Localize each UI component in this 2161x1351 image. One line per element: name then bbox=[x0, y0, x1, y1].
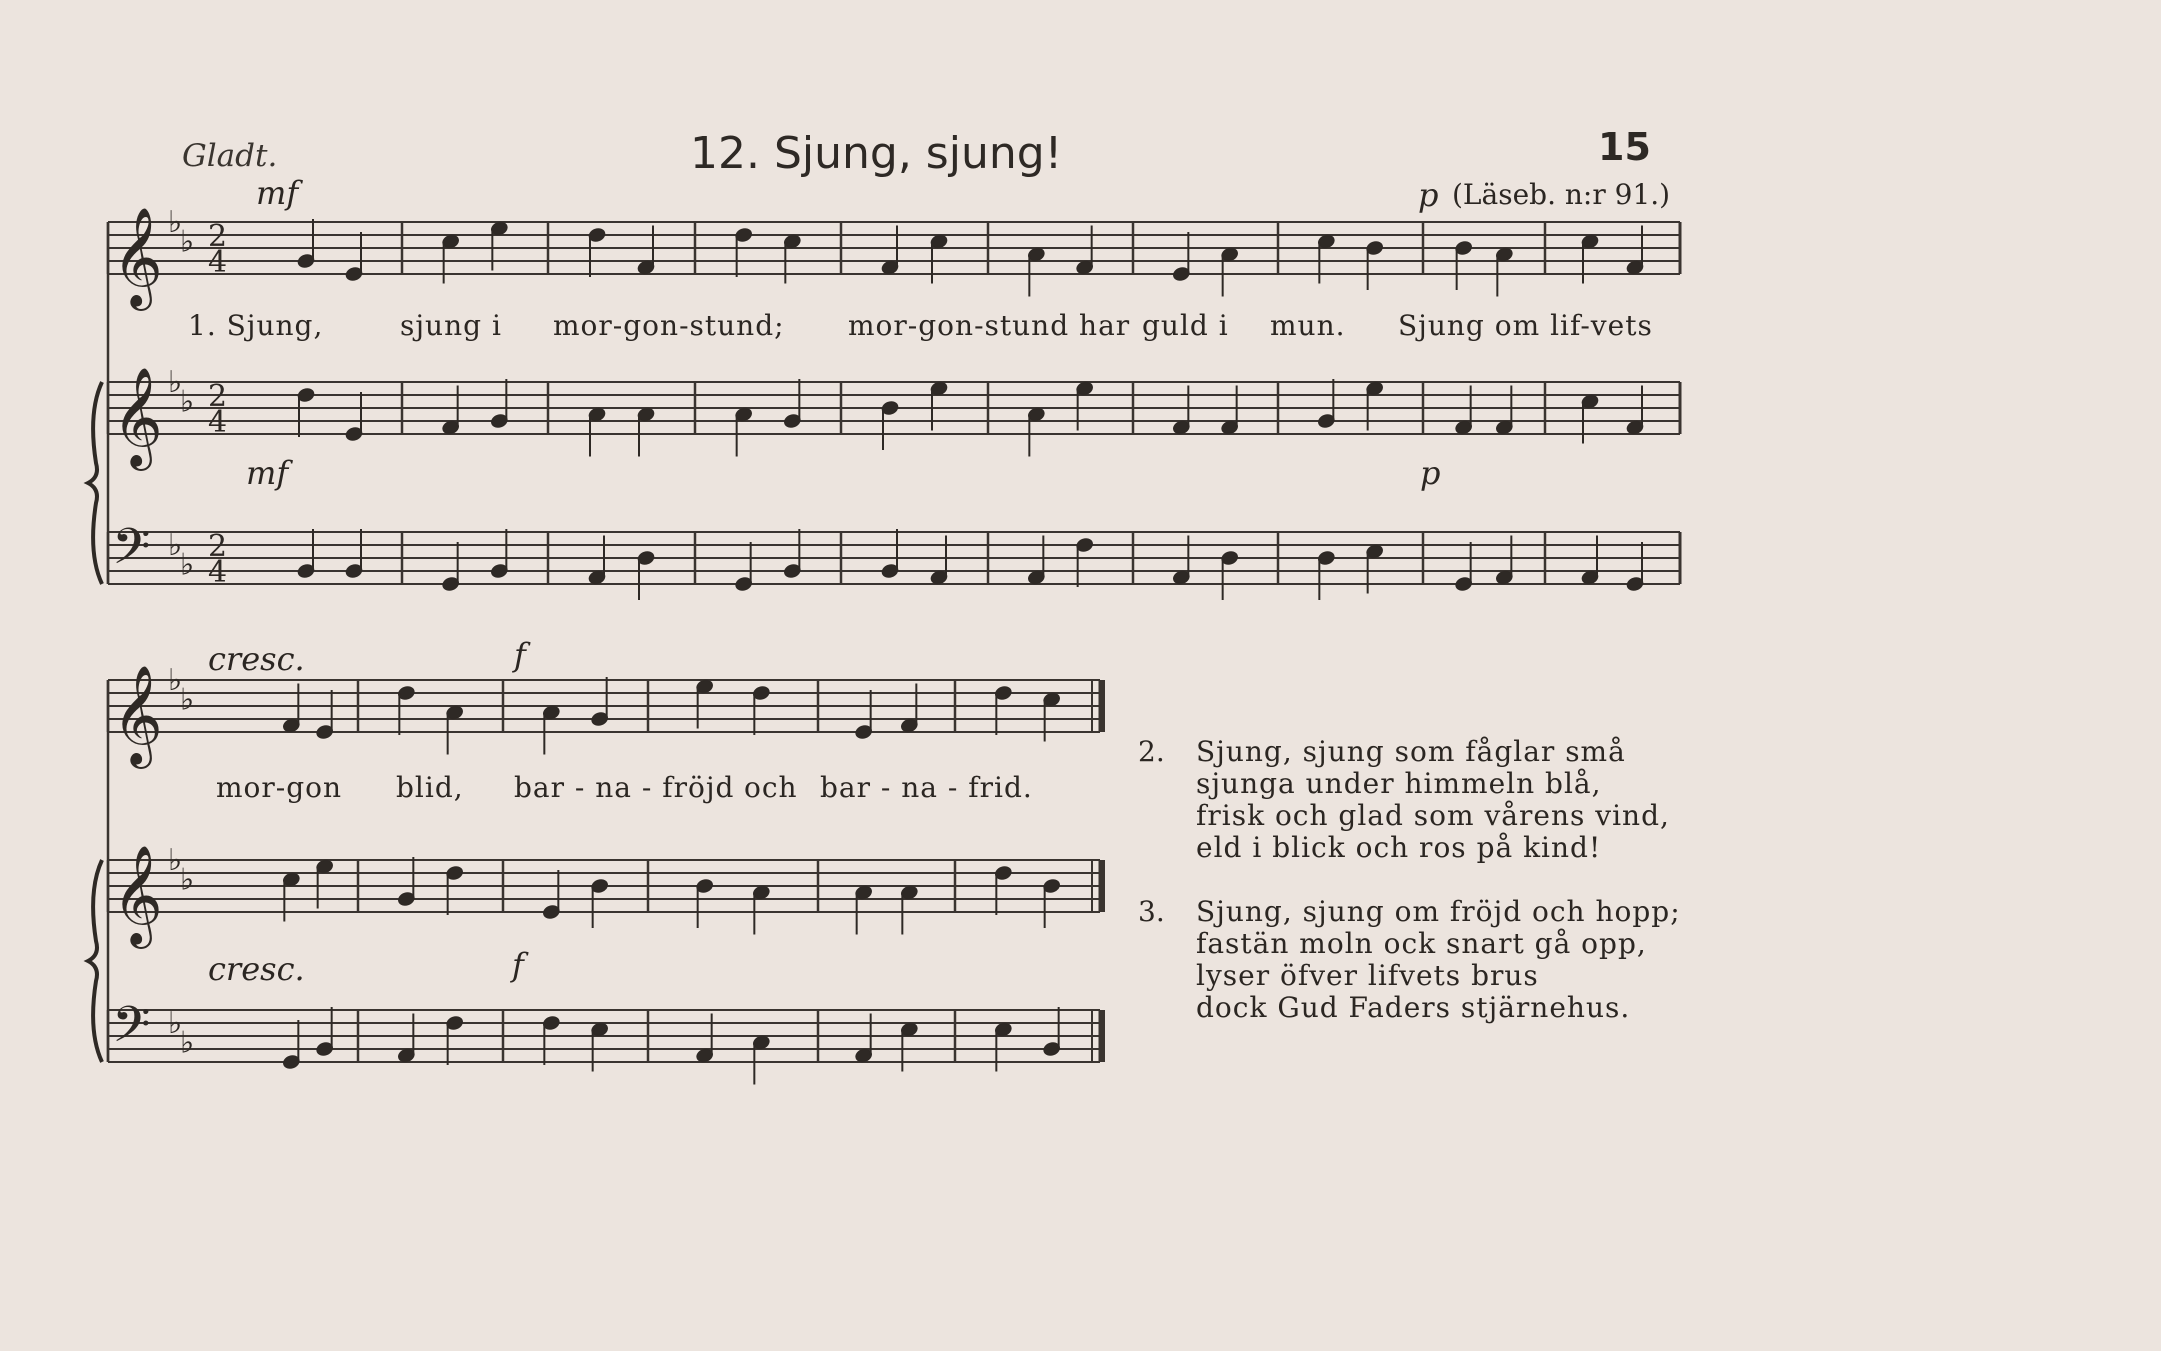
treble-clef: 𝄞 bbox=[112, 367, 163, 467]
lyric-syllable: Sjung om lif-vets bbox=[1398, 309, 1653, 342]
time-signature: 4 bbox=[208, 245, 228, 280]
lyric-syllable: bar - na - fröjd bbox=[514, 771, 735, 804]
key-flat: ♭ bbox=[180, 224, 195, 260]
time-signature: 2 bbox=[208, 219, 228, 254]
song-title: 12. Sjung, sjung! bbox=[690, 128, 1063, 179]
verse-line: Sjung, sjung som fåglar små bbox=[1196, 735, 1626, 768]
bass-clef: 𝄢 bbox=[112, 996, 151, 1066]
dynamic-f-piano: f bbox=[512, 946, 524, 984]
treble-clef: 𝄞 bbox=[112, 207, 163, 307]
piano-brace bbox=[88, 860, 102, 1062]
dynamic-f-voice: f bbox=[514, 636, 526, 674]
verse-line: Sjung, sjung om fröjd och hopp; bbox=[1196, 895, 1681, 928]
key-flat: ♭ bbox=[168, 528, 183, 563]
bass-clef: 𝄢 bbox=[112, 518, 151, 588]
lyric-syllable: bar - na - frid. bbox=[820, 771, 1033, 804]
key-flat: ♭ bbox=[168, 365, 183, 400]
dynamic-mf-piano: mf bbox=[246, 454, 289, 492]
key-flat: ♭ bbox=[168, 205, 183, 240]
key-flat: ♭ bbox=[180, 682, 195, 718]
key-flat: ♭ bbox=[180, 384, 195, 420]
lyric-syllable: mor-gon-stund; bbox=[553, 309, 785, 342]
verse-number: 2. bbox=[1138, 735, 1165, 768]
lyric-syllable: mor-gon-stund har bbox=[848, 309, 1131, 342]
time-signature: 4 bbox=[208, 555, 228, 590]
verse-line: sjunga under himmeln blå, bbox=[1196, 767, 1602, 800]
dynamic-mf-voice: mf bbox=[256, 174, 299, 212]
dynamic-cresc-voice: cresc. bbox=[208, 640, 305, 678]
treble-clef: 𝄞 bbox=[112, 665, 163, 765]
verse-line: fastän moln ock snart gå opp, bbox=[1196, 927, 1647, 960]
dynamic-cresc-piano: cresc. bbox=[208, 950, 305, 988]
verse-line: frisk och glad som vårens vind, bbox=[1196, 799, 1670, 832]
piano-brace bbox=[88, 382, 102, 584]
source-reference: (Läseb. n:r 91.) bbox=[1452, 178, 1671, 211]
key-flat: ♭ bbox=[168, 843, 183, 878]
time-signature: 2 bbox=[208, 379, 228, 414]
key-flat: ♭ bbox=[180, 547, 195, 583]
lyric-syllable: 1. Sjung, bbox=[188, 309, 324, 342]
lyric-syllable: blid, bbox=[396, 771, 464, 804]
lyric-syllable: sjung i bbox=[400, 309, 502, 342]
verse-line: dock Gud Faders stjärnehus. bbox=[1196, 991, 1631, 1024]
verse-line: lyser öfver lifvets brus bbox=[1196, 959, 1539, 992]
tempo-marking: Gladt. bbox=[182, 138, 278, 174]
key-flat: ♭ bbox=[168, 1006, 183, 1041]
lyric-syllable: mun. bbox=[1270, 309, 1346, 342]
key-flat: ♭ bbox=[180, 862, 195, 898]
page-number: 15 bbox=[1598, 125, 1651, 169]
dynamic-p-top: p bbox=[1418, 176, 1439, 214]
time-signature: 2 bbox=[208, 529, 228, 564]
lyric-syllable: mor-gon bbox=[216, 771, 343, 804]
lyric-syllable: och bbox=[744, 771, 798, 804]
key-flat: ♭ bbox=[180, 1025, 195, 1061]
key-flat: ♭ bbox=[168, 663, 183, 698]
treble-clef: 𝄞 bbox=[112, 845, 163, 945]
verse-number: 3. bbox=[1138, 895, 1165, 928]
dynamic-p-piano: p bbox=[1420, 454, 1441, 492]
time-signature: 4 bbox=[208, 405, 228, 440]
lyric-syllable: guld i bbox=[1142, 309, 1229, 342]
verse-line: eld i blick och ros på kind! bbox=[1196, 831, 1602, 864]
